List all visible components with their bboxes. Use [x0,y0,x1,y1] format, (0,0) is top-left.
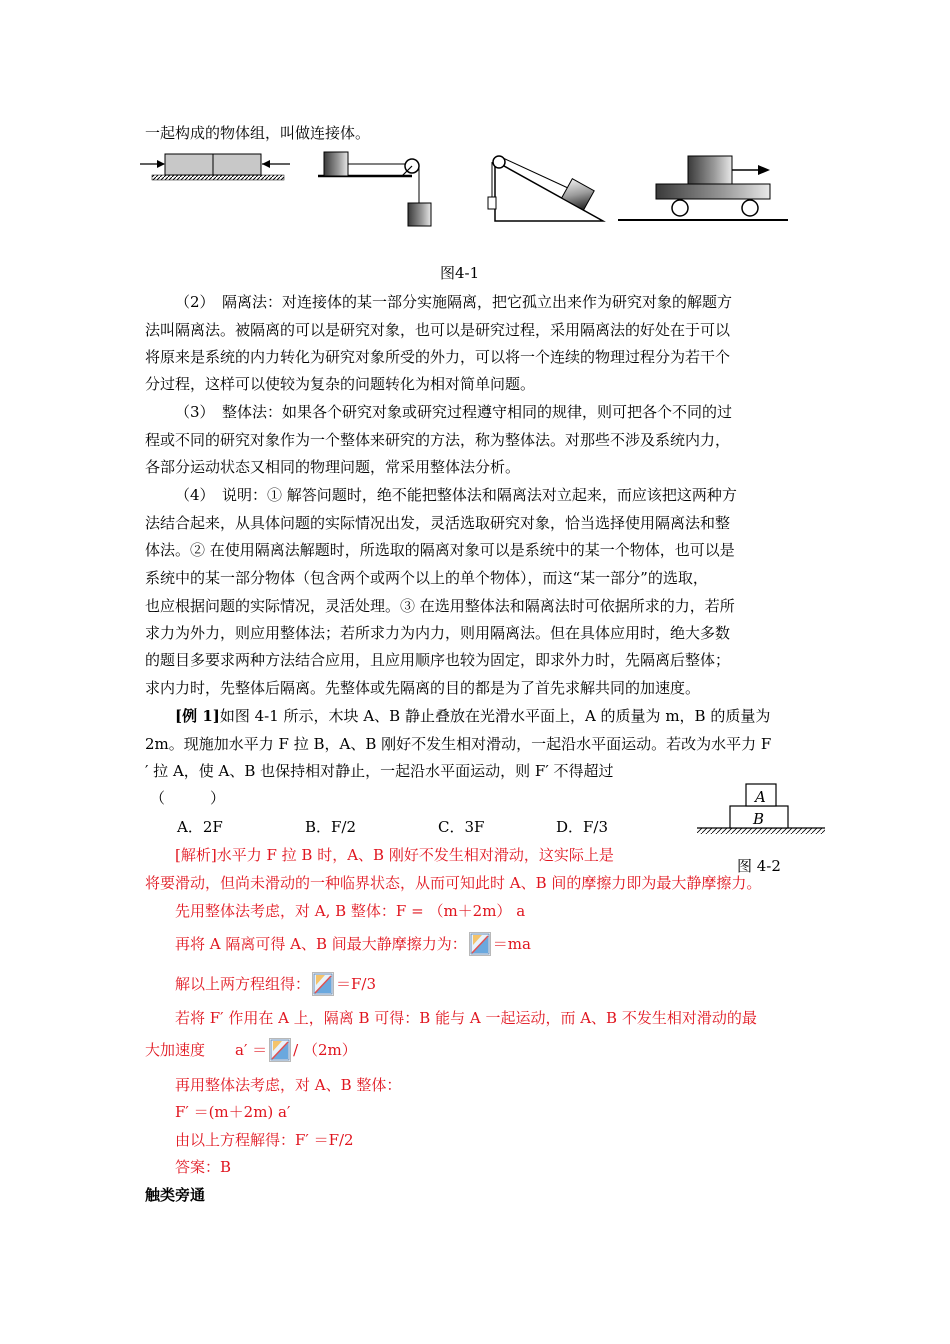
para4-line8: 求内力时，先整体后隔离。先整体或先隔离的目的都是为了首先求解共同的加速度。 [145,679,701,697]
option-c: C．3F [438,818,485,836]
para4-line6: 求力为外力，则应用整体法；若所求力为内力，则用隔离法。但在具体应用时，绝大多数 [145,624,731,642]
example-text-1: 如图 4-1 所示，木块 A、B 静止叠放在光滑水平面上，A 的质量为 m，B 的质量为 [219,707,771,725]
diagram-cart [618,156,788,220]
example-line3: ′ 拉 A，使 A、B 也保持相对静止，一起沿水平面运动，则 F′ 不得超过 [145,762,614,780]
para2-line4: 分过程，这样可以使较为复杂的问题转化为相对简单问题。 [145,375,536,393]
figure-4-1-caption: 图4-1 [440,264,480,282]
solution-line5-text: 解以上两方程组得： [175,975,311,993]
para4-line7: 的题目多要求两种方法结合应用，且应用顺序也较为固定，即求外力时，先隔离后整体； [145,651,731,669]
figure-4-2-caption: 图 4-2 [737,857,781,875]
solution-line6: 若将 F′ 作用在 A 上，隔离 B 可得：B 能与 A 一起运动，而 A、B 不发生相对滑动的最 [175,1009,757,1027]
solution-line1: [解析]水平力 F 拉 B 时，A、B 刚好不发生相对滑动，这实际上是 [175,846,614,864]
option-b: B．F/2 [305,818,357,836]
fig2-label-a: A [755,788,766,806]
solution-line2: 将要滑动，但尚未滑动的一种临界状态，从而可知此时 A、B 间的摩擦力即为最大静摩擦力。 [145,874,762,892]
example-tag: [例 1] [175,707,220,725]
para3-line2: 程或不同的研究对象作为一个整体来研究的方法，称为整体法。对那些不涉及系统内力， [145,431,731,449]
solution-line4-rhs: ＝ma [492,935,531,953]
section-title: 触类旁通 [145,1186,206,1204]
solution-line9: F′ ＝(m＋2m) a′ [175,1103,291,1121]
para4-line3: 体法。② 在使用隔离法解题时，所选取的隔离对象可以是系统中的某一个物体，也可以是 [145,541,735,559]
solution-line8: 再用整体法考虑，对 A、B 整体： [175,1076,402,1094]
para2-line1: （2） 隔离法：对连接体的某一部分实施隔离，把它孤立出来作为研究对象的解题方 [175,293,733,311]
figure-4-2 [692,778,832,838]
solution-line4-text: 再将 A 隔离可得 A、B 间最大静摩擦力为： [175,935,467,953]
example-answer-blank: （ ） [150,789,226,807]
solution-line4 [175,932,531,956]
para3-line1: （3） 整体法：如果各个研究对象或研究过程遵守相同的规律，则可把各个不同的过 [175,403,733,421]
solution-line5 [175,972,376,996]
option-a: A．2F [177,818,223,836]
formula-image-icon [469,932,491,956]
solution-line7-rhs: / （2m） [293,1041,357,1059]
example-line2: 2m。现施加水平力 F 拉 B，A、B 刚好不发生相对滑动，一起沿水平面运动。若改为水平力 F [145,735,772,753]
intro-text: 一起构成的物体组，叫做连接体。 [145,124,371,142]
solution-answer: 答案：B [175,1158,232,1176]
diagram-pushed-blocks [140,154,290,180]
formula-image-icon [269,1038,291,1062]
solution-line10: 由以上方程解得：F′ ＝F/2 [175,1131,354,1149]
figure-4-1 [140,145,800,240]
para2-line3: 将原来是系统的内力转化为研究对象所受的外力，可以将一个连续的物理过程分为若干个 [145,348,731,366]
para4-line5: 也应根据问题的实际情况，灵活处理。③ 在选用整体法和隔离法时可依据所求的力，若所 [145,597,735,615]
para2-line2: 法叫隔离法。被隔离的可以是研究对象，也可以是研究过程，采用隔离法的好处在于可以 [145,321,731,339]
para4-line2: 法结合起来，从具体问题的实际情况出发，灵活选取研究对象，恰当选择使用隔离法和整 [145,514,731,532]
solution-line3: 先用整体法考虑，对 A, B 整体：F = （m＋2m） a [175,902,526,920]
diagram-incline-pulley [488,156,603,221]
solution-line5-rhs: ＝F/3 [336,975,377,993]
solution-line7-text: 大加速度 a′ ＝ [145,1041,268,1059]
example-line1 [175,706,770,726]
solution-line7 [145,1038,357,1062]
fig2-label-b: B [753,810,765,828]
diagram-pulley-table [318,152,431,226]
para4-line4: 系统中的某一部分物体（包含两个或两个以上的单个物体），而这“某一部分”的选取， [145,569,708,587]
formula-image-icon [312,972,334,996]
para3-line3: 各部分运动状态又相同的物理问题，常采用整体法分析。 [145,458,521,476]
para4-line1: （4） 说明：① 解答问题时，绝不能把整体法和隔离法对立起来，而应该把这两种方 [175,486,737,504]
option-d: D．F/3 [556,818,609,836]
